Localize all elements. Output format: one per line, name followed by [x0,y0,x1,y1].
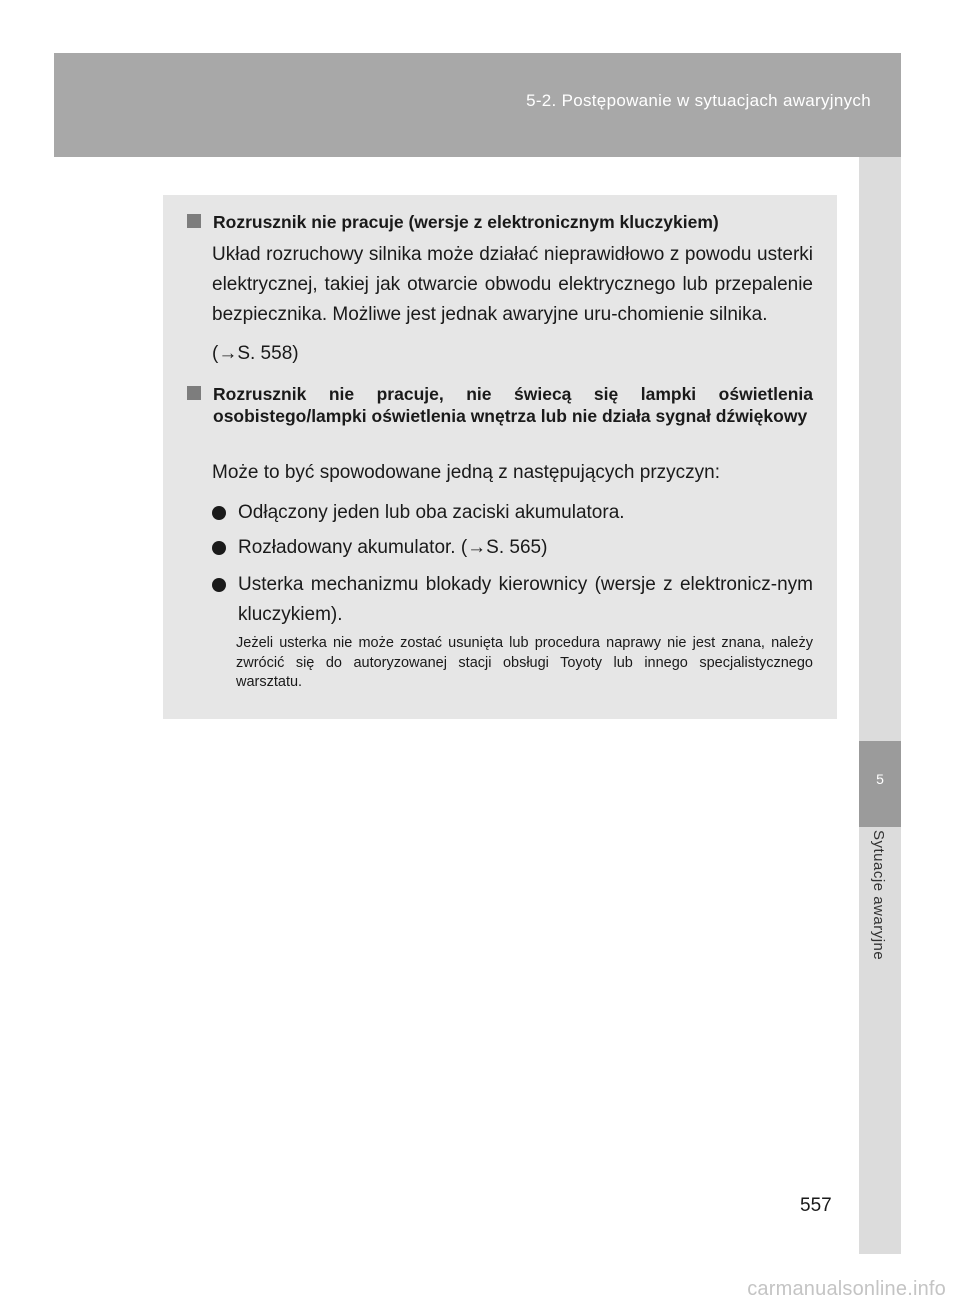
chapter-label: Sytuacje awaryjne [870,830,887,961]
watermark: carmanualsonline.info [747,1278,946,1300]
list-item: Usterka mechanizmu blokady kierownicy (wersje z elektronicz-nym kluczykiem). [212,570,813,630]
section-body: Układ rozruchowy silnika może działać nieprawidłowo z powodu usterki elektrycznej, takiej jak otwarcie obwodu elektrycznego lub przepalenie bezpiecznika. Możliwe jest jednak awaryjne uru-chomienie silnika. [212,244,813,325]
square-bullet-icon [187,386,201,400]
page-number: 557 [800,1195,832,1216]
heading-text: Rozrusznik nie pracuje, nie świecą się lampki oświetlenia osobistego/lampki oświetlenia wnętrza lub nie działa sygnał dźwiękowy [213,384,813,426]
section-heading-starter-no-lights [187,383,813,427]
page-reference: (→S. 558) [212,343,299,364]
section-heading-starter-electronic-key [187,211,813,233]
small-note: Jeżeli usterka nie może zostać usunięta lub procedura naprawy nie jest znana, należy zwrócić się do autoryzowanej stacji obsługi Toyoty lub innego specjalistycznego warsztatu. [236,635,813,690]
bullet-dot-icon [212,541,226,555]
side-strip [859,157,901,1254]
bullet-dot-icon [212,506,226,520]
heading-text: Rozrusznik nie pracuje (wersje z elektronicznym kluczykiem) [213,212,719,232]
square-bullet-icon [187,214,201,228]
section-intro: Może to być spowodowane jedną z następujących przyczyn: [212,462,720,483]
chapter-number: 5 [876,771,884,787]
bullet-dot-icon [212,578,226,592]
list-item: Odłączony jeden lub oba zaciski akumulatora. [212,498,813,528]
section-title: 5-2. Postępowanie w sytuacjach awaryjnych [526,91,871,110]
header-bar [54,53,901,157]
chapter-tab [859,741,901,827]
list-item: Rozładowany akumulator. (→S. 565) [212,533,813,563]
